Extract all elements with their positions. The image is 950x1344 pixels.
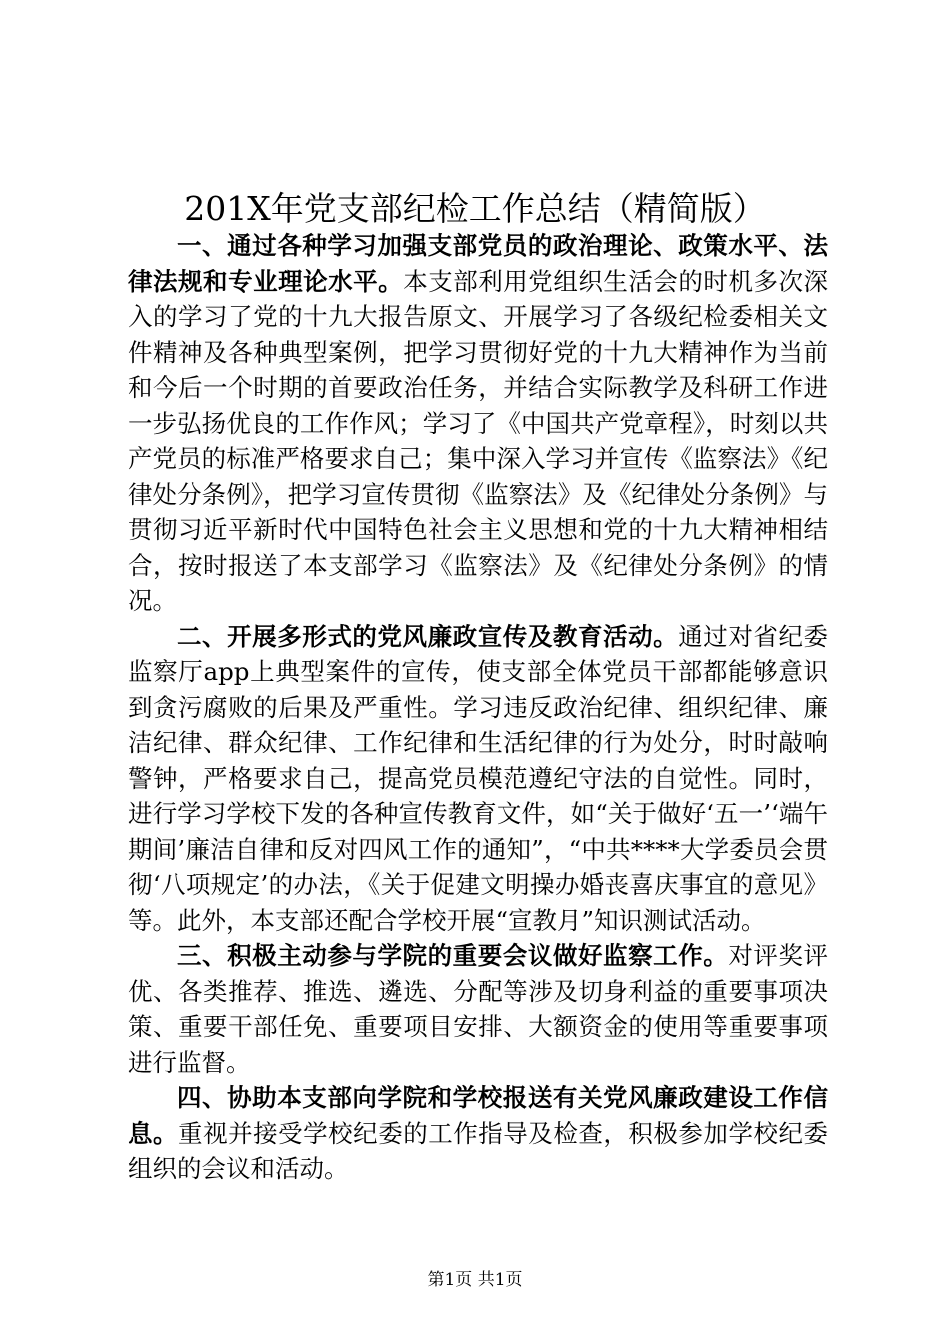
paragraph-text: 本支部利用党组织生活会的时机多次深入的学习了党的十九大报告原文、开展学习了各级纪检委相关文件精神及各种典型案例，把学习贯彻好党的十九大精神作为当前和今后一个时期的首要政治任务，并结合实际教学及科研工作进一步弘扬优良的工作作风；学习了《中国共产党章程》，时刻以共产党员的标准严格要求自己；集中深入学习并宣传《监察法》《纪律处分条例》，把学习宣传贯彻《监察法》及《纪律处分条例》与贯彻习近平新时代中国特色社会主义思想和党的十九大精神相结合，按时报送了本支部学习《监察法》及《纪律处分条例》的情况。 — [128, 266, 828, 615]
paragraph-heading: 四、协助本支部向学院和学校报送有关党风廉政建设工作信息。 — [128, 1083, 828, 1148]
paragraph-2 — [128, 619, 828, 939]
document-title: 201X年党支部纪检工作总结（精简版） — [184, 189, 766, 228]
paragraph-text: 重视并接受学校纪委的工作指导及检查，积极参加学校纪委组织的会议和活动。 — [128, 1118, 829, 1183]
document-body — [128, 228, 828, 1187]
paragraph-1 — [128, 228, 828, 619]
paragraph-text: 对评奖评优、各类推荐、推选、遴选、分配等涉及切身利益的重要事项决策、重要干部任免、重要项目安排、大额资金的使用等重要事项进行监督。 — [128, 941, 829, 1077]
paragraph-heading: 一、通过各种学习加强支部党员的政治理论、政策水平、法律法规和专业理论水平。 — [128, 231, 828, 296]
paragraph-heading: 二、开展多形式的党风廉政宣传及教育活动。 — [177, 621, 679, 651]
page-footer — [0, 1268, 950, 1292]
paragraph-text: 通过对省纪委监察厅app上典型案件的宣传，使支部全体党员干部都能够意识到贪污腐败的后果及严重性。学习违反政治纪律、组织纪律、廉洁纪律、群众纪律、工作纪律和生活纪律的行为处分，时时敲响警钟，严格要求自己，提高党员模范遵纪守法的自觉性。同时，进行学习学校下发的各种宣传教育文件，如“关于做好‘五一’‘端午期间’廉洁自律和反对四风工作的通知”，“中共****大学委员会贯彻‘八项规定’的办法，《关于促建文明操办婚丧喜庆事宜的意见》等。此外，本支部还配合学校开展“宣教月”知识测试活动。 — [128, 621, 829, 935]
page-number: 第1页 共1页 — [427, 1270, 523, 1290]
paragraph-heading: 三、积极主动参与学院的重要会议做好监察工作。 — [177, 941, 729, 970]
paragraph-3 — [128, 938, 828, 1080]
paragraph-4 — [128, 1080, 828, 1187]
